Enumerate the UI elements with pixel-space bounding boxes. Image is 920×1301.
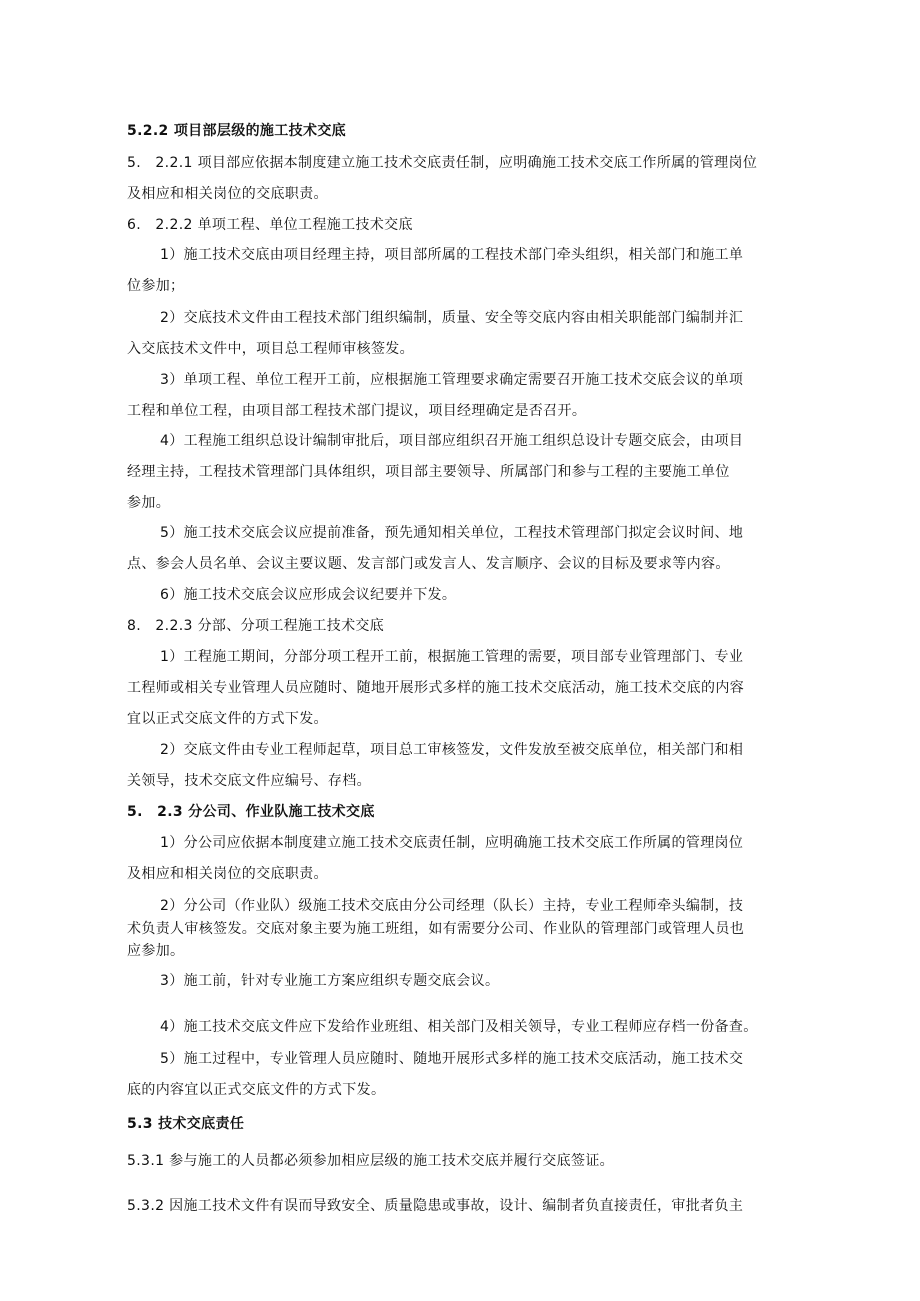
paragraph-line: 点、参会人员名单、会议主要议题、发言部门或发言人、发言顺序、会议的目标及要求等内容。: [127, 556, 730, 572]
list-item: 6）施工技术交底会议应形成会议纪要并下发。: [160, 587, 457, 603]
paragraph-line: 关领导，技术交底文件应编号、存档。: [127, 773, 371, 789]
list-item: 2）交底文件由专业工程师起草，项目总工审核签发，文件发放至被交底单位，相关部门和相: [160, 742, 744, 758]
paragraph-line: 5. 2.2.1 项目部应依据本制度建立施工技术交底责任制，应明确施工技术交底工作所属的管理岗位: [127, 155, 758, 171]
paragraph-line: 底的内容宜以正式交底文件的方式下发。: [127, 1082, 386, 1098]
list-item: 4）施工技术交底文件应下发给作业班组、相关部门及相关领导，专业工程师应存档一份备查。: [160, 1019, 758, 1035]
list-item: 5）施工过程中，专业管理人员应随时、随地开展形式多样的施工技术交底活动，施工技术交: [160, 1051, 744, 1067]
paragraph-line: 位参加；: [127, 278, 185, 294]
paragraph-line: 及相应和相关岗位的交底职责。: [127, 186, 328, 202]
list-item: 3）单项工程、单位工程开工前，应根据施工管理要求确定需要召开施工技术交底会议的单项: [160, 372, 744, 388]
list-item: 3）施工前，针对专业施工方案应组织专题交底会议。: [160, 973, 500, 989]
list-item: 1）施工技术交底由项目经理主持，项目部所属的工程技术部门牵头组织，相关部门和施工单: [160, 247, 744, 263]
paragraph-line: 工程和单位工程，由项目部工程技术部门提议，项目经理确定是否召开。: [127, 403, 587, 419]
paragraph-line: 及相应和相关岗位的交底职责。: [127, 866, 328, 882]
heading-5-2-2: 5.2.2 项目部层级的施工技术交底: [127, 123, 347, 139]
list-item: 2）交底技术文件由工程技术部门组织编制，质量、安全等交底内容由相关职能部门编制并汇: [160, 310, 744, 326]
paragraph-line: 入交底技术文件中，项目总工程师审核签发。: [127, 341, 414, 357]
paragraph-line: 术负责人审核签发。交底对象主要为施工班组，如有需要分公司、作业队的管理部门或管理人员也: [127, 921, 745, 937]
paragraph-line: 应参加。: [127, 943, 185, 959]
paragraph-line: 5.3.2 因施工技术文件有误而导致安全、质量隐患或事故，设计、编制者负直接责任，审批者负主: [127, 1198, 744, 1214]
list-item: 2）分公司（作业队）级施工技术交底由分公司经理（队长）主持，专业工程师牵头编制，技: [160, 898, 744, 914]
heading-2-3: 5. 2.3 分公司、作业队施工技术交底: [127, 804, 375, 820]
subheading-2-2-2: 6. 2.2.2 单项工程、单位工程施工技术交底: [127, 217, 413, 233]
list-item: 4）工程施工组织总设计编制审批后，项目部应组织召开施工组织总设计专题交底会，由项目: [160, 433, 744, 449]
list-item: 1）工程施工期间，分部分项工程开工前，根据施工管理的需要，项目部专业管理部门、专业: [160, 649, 744, 665]
list-item: 5）施工技术交底会议应提前准备，预先通知相关单位，工程技术管理部门拟定会议时间、地: [160, 525, 744, 541]
list-item: 1）分公司应依据本制度建立施工技术交底责任制，应明确施工技术交底工作所属的管理岗位: [160, 835, 744, 851]
heading-5-3: 5.3 技术交底责任: [127, 1116, 245, 1132]
paragraph-line: 工程师或相关专业管理人员应随时、随地开展形式多样的施工技术交底活动，施工技术交底的内容: [127, 680, 745, 696]
paragraph-line: 参加。: [127, 495, 171, 511]
subheading-2-2-3: 8. 2.2.3 分部、分项工程施工技术交底: [127, 618, 385, 634]
paragraph-line: 宜以正式交底文件的方式下发。: [127, 711, 328, 727]
paragraph-line: 5.3.1 参与施工的人员都必须参加相应层级的施工技术交底并履行交底签证。: [127, 1153, 615, 1169]
paragraph-line: 经理主持，工程技术管理部门具体组织，项目部主要领导、所属部门和参与工程的主要施工单位: [127, 464, 730, 480]
